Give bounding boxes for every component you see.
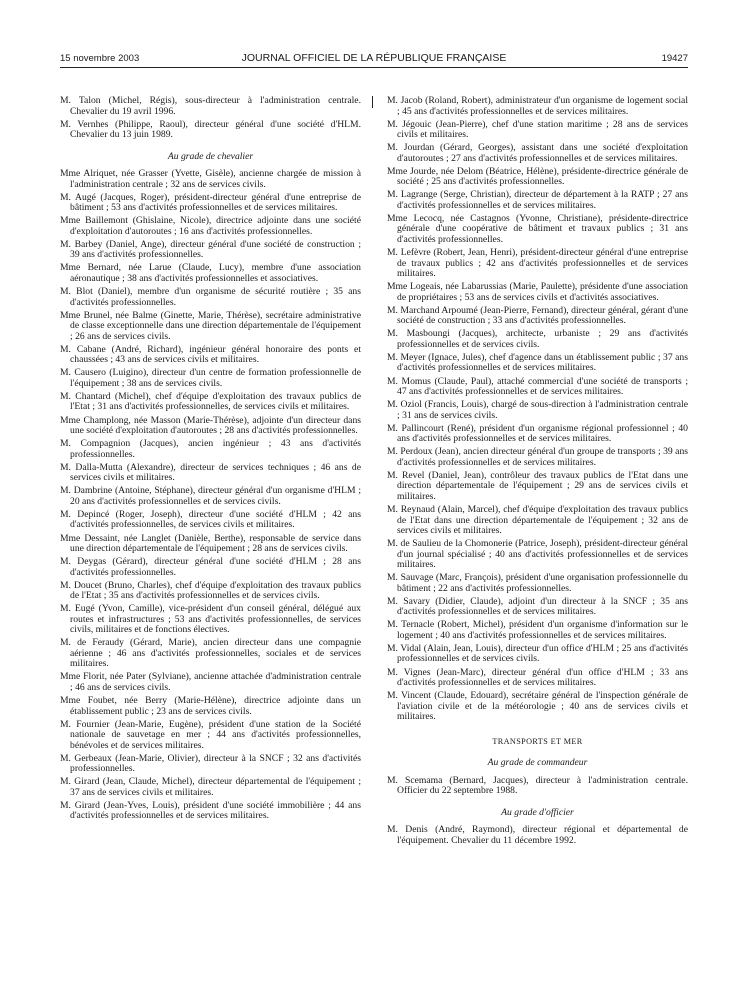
grade-heading: Au grade de chevalier xyxy=(167,150,254,162)
left-column xyxy=(60,96,361,976)
nomination-entry: M. Fournier (Jean-Marie, Eugène), président d'une station de la Société nationale de sauvetage en mer ; 44 ans d'activités professionnelles, bénévoles et de services militaires. xyxy=(60,718,361,751)
page-header xyxy=(60,50,688,64)
nomination-entry: M. Jégouic (Jean-Pierre), chef d'une station maritime ; 28 ans de services civils et militaires. xyxy=(387,118,688,141)
nomination-entry: M. Denis (André, Raymond), directeur régional et départemental de l'équipement. Chevalier du 11 décembre 1992. xyxy=(387,824,688,846)
nomination-entry: M. Vernhes (Philippe, Raoul), directeur général d'une société d'HLM. Chevalier du 13 juin 1989. xyxy=(60,118,361,141)
nomination-entry: Mme Florit, née Pater (Sylviane), ancienne attachée d'administration centrale ; 46 ans de services civils. xyxy=(60,671,361,693)
nomination-entry: M. Gerbeaux (Jean-Marie, Olivier), directeur à la SNCF ; 32 ans d'activités professionnelles. xyxy=(60,752,361,775)
nomination-entry: M. Sauvage (Marc, François), président d'une organisation professionnelle du bâtiment ; 22 ans d'activités professionnelles. xyxy=(387,572,688,594)
nomination-entry: M. Ternacle (Robert, Michel), président d'un organisme d'information sur le logement ; 40 ans d'activités professionnelles et de services militaires. xyxy=(387,619,688,641)
nomination-entry: M. Augé (Jacques, Roger), président-directeur général d'une entreprise de bâtiment ; 53 ans d'activités professionnelles et de services militaires. xyxy=(60,191,361,214)
nomination-entry: M. Cabane (André, Richard), ingénieur général honoraire des ponts et chaussées ; 43 ans de services civils et militaires. xyxy=(60,343,361,366)
nomination-entry: M. Chantard (Michel), chef d'équipe d'exploitation des travaux publics de l'Etat ; 31 ans d'activités professionnelles, de services civils et militaires. xyxy=(60,390,361,413)
nomination-entry: M. Girard (Jean-Yves, Louis), président d'une société immobilière ; 44 ans d'activités professionnelles et de services militaires. xyxy=(60,799,361,822)
nomination-entry: Mme Foubet, née Berry (Marie-Hélène), directrice adjointe dans un établissement public ; 23 ans de services civils. xyxy=(60,695,361,717)
nomination-entry: Mme Jourde, née Delom (Béatrice, Hélène), présidente-directrice générale de société ; 25 ans d'activités professionnelles. xyxy=(387,165,688,188)
nomination-entry: M. Masboungi (Jacques), architecte, urbaniste ; 29 ans d'activités professionnelles et de services civils. xyxy=(387,328,688,350)
nomination-entry: M. Jourdan (Gérard, Georges), assistant dans une société d'exploitation d'autoroutes ; 27 ans d'activités professionnelles et de services militaires. xyxy=(387,142,688,164)
nomination-entry: M. Lagrange (Serge, Christian), directeur de département à la RATP ; 27 ans d'activités professionnelles et de services militaires. xyxy=(387,189,688,211)
section-title: TRANSPORTS ET MER xyxy=(492,736,583,746)
publication-date: 15 novembre 2003 xyxy=(60,53,140,64)
nomination-entry: M. Vidal (Alain, Jean, Louis), directeur d'un office d'HLM ; 25 ans d'activités professionnelles et de services civils. xyxy=(387,642,688,665)
journal-title: JOURNAL OFFICIEL DE LA RÉPUBLIQUE FRANÇAISE xyxy=(241,52,507,64)
nomination-entry: M. Dambrine (Antoine, Stéphane), directeur général d'un organisme d'HLM ; 20 ans d'activités professionnelles et de services civils. xyxy=(60,485,361,507)
right-column xyxy=(387,96,688,976)
nomination-entry: M. Scemama (Bernard, Jacques), directeur à l'administration centrale. Officier du 22 septembre 1988. xyxy=(387,774,688,797)
nomination-entry: M. Revel (Daniel, Jean), contrôleur des travaux publics de l'Etat dans une direction départementale de l'équipement ; 29 ans de services civils et militaires. xyxy=(387,469,688,502)
nomination-entry: Mme Baillemont (Ghislaine, Nicole), directrice adjointe dans une société d'exploitation d'autoroutes ; 16 ans d'activités professionnelles. xyxy=(60,215,361,237)
nomination-entry: M. Eugé (Yvon, Camille), vice-président d'un conseil général, délégué aux routes et infrastructures ; 53 ans d'activités professionnelles, de services civils, militaires et de fonctions électives. xyxy=(60,603,361,636)
page-body xyxy=(60,96,688,976)
nomination-entry: M. Jacob (Roland, Robert), administrateur d'un organisme de logement social ; 45 ans d'activités professionnelles et de services militaires. xyxy=(387,95,688,117)
nomination-entry: M. Compagnion (Jacques), ancien ingénieur ; 43 ans d'activités professionnelles. xyxy=(60,438,361,460)
nomination-entry: M. Blot (Daniel), membre d'un organisme de sécurité routière ; 35 ans d'activités professionnelles. xyxy=(60,286,361,308)
nomination-entry: M. Lefèvre (Robert, Jean, Henri), président-directeur général d'une entreprise de travaux publics ; 42 ans d'activités professionnelles et de services militaires. xyxy=(387,247,688,280)
grade-heading: Au grade d'officier xyxy=(501,806,574,818)
nomination-entry: M. Doucet (Bruno, Charles), chef d'équipe d'exploitation des travaux publics de l'Etat ; 35 ans d'activités professionnelles et de services civils. xyxy=(60,579,361,602)
page-number: 19427 xyxy=(661,53,688,64)
nomination-entry: M. Talon (Michel, Régis), sous-directeur à l'administration centrale. Chevalier du 19 avril 1996. xyxy=(60,95,361,117)
nomination-entry: M. Dalla-Mutta (Alexandre), directeur de services techniques ; 46 ans de services civils et militaires. xyxy=(60,461,361,484)
nomination-entry: M. Vignes (Jean-Marc), directeur général d'un office d'HLM ; 33 ans d'activités professionnelles et de services militaires. xyxy=(387,666,688,689)
nomination-entry: M. Pallincourt (René), président d'un organisme régional professionnel ; 40 ans d'activités professionnelles et de services militaires. xyxy=(387,422,688,445)
nomination-entry: M. Savary (Didier, Claude), adjoint d'un directeur à la SNCF ; 35 ans d'activités professionnelles et de services militaires. xyxy=(387,595,688,618)
nomination-entry: M. Girard (Jean, Claude, Michel), directeur départemental de l'équipement ; 37 ans de services civils et militaires. xyxy=(60,776,361,798)
nomination-entry: M. Vincent (Claude, Edouard), secrétaire général de l'inspection générale de l'aviation civile et de la météorologie ; 40 ans de services civils et militaires. xyxy=(387,690,688,723)
nomination-entry: M. Oziol (Francis, Louis), chargé de sous-direction à l'administration centrale ; 31 ans de services civils. xyxy=(387,399,688,421)
nomination-entry: M. Perdoux (Jean), ancien directeur général d'un groupe de transports ; 39 ans d'activités professionnelles et de services militaires. xyxy=(387,446,688,468)
nomination-entry: M. Momus (Claude, Paul), attaché commercial d'une société de transports ; 47 ans d'activités professionnelles et de services militaires. xyxy=(387,375,688,398)
nomination-entry: Mme Brunel, née Balme (Ginette, Marie, Thérèse), secrétaire administrative de classe exceptionnelle dans une direction départementale de l'équipement ; 26 ans de services civils. xyxy=(60,309,361,342)
nomination-entry: Mme Lecocq, née Castagnos (Yvonne, Christiane), présidente-directrice générale d'une coopérative de bâtiment et travaux publics ; 31 ans d'activités professionnelles. xyxy=(387,212,688,245)
nomination-entry: M. Depincé (Roger, Joseph), directeur d'une société d'HLM ; 42 ans d'activités professionnelles, de services civils et militaires. xyxy=(60,508,361,531)
nomination-entry: M. Meyer (Ignace, Jules), chef d'agence dans un établissement public ; 37 ans d'activités professionnelles et de services militaires. xyxy=(387,351,688,374)
nomination-entry: M. Causero (Luigino), directeur d'un centre de formation professionnelle de l'équipement ; 38 ans de services civils. xyxy=(60,367,361,389)
nomination-entry: Mme Champlong, née Masson (Marie-Thérèse), adjointe d'un directeur dans une société d'exploitation d'autoroutes ; 28 ans d'activités professionnelles. xyxy=(60,414,361,437)
nomination-entry: Mme Bernard, née Larue (Claude, Lucy), membre d'une association aéronautique ; 38 ans d'activités professionnelles et associatives. xyxy=(60,262,361,284)
nomination-entry: M. de Saulieu de la Chomonerie (Patrice, Joseph), président-directeur général d'un journal spécialisé ; 40 ans d'activités professionnelles et de services militaires. xyxy=(387,538,688,571)
nomination-entry: Mme Alriquet, née Grasser (Yvette, Gisèle), ancienne chargée de mission à l'administration centrale ; 32 ans de services civils. xyxy=(60,168,361,190)
nomination-entry: M. Marchand Arpoumé (Jean-Pierre, Fernand), directeur général, gérant d'une société de construction ; 33 ans d'activités professionnelles. xyxy=(387,304,688,327)
nomination-entry: M. de Feraudy (Gérard, Marie), ancien directeur dans une compagnie aérienne ; 46 ans d'activités professionnelles, sociales et de services militaires. xyxy=(60,637,361,670)
nomination-entry: M. Reynaud (Alain, Marcel), chef d'équipe d'exploitation des travaux publics de l'Etat dans une direction départementale de l'équipement ; 32 ans de services civils et militaires. xyxy=(387,504,688,536)
nomination-entry: Mme Dessaint, née Langlet (Danièle, Berthe), responsable de service dans une direction départementale de l'équipement ; 28 ans de services civils. xyxy=(60,532,361,554)
grade-heading: Au grade de commandeur xyxy=(487,757,588,769)
nomination-entry: Mme Logeais, née Labarussias (Marie, Paulette), présidente d'une association de propriétaires ; 53 ans de services civils et d'activités associatives. xyxy=(387,281,688,303)
nomination-entry: M. Barbey (Daniel, Ange), directeur général d'une société de construction ; 39 ans d'activités professionnelles. xyxy=(60,238,361,261)
header-rule xyxy=(60,67,688,68)
nomination-entry: M. Deygas (Gérard), directeur général d'une société d'HLM ; 28 ans d'activités professionnelles. xyxy=(60,556,361,578)
